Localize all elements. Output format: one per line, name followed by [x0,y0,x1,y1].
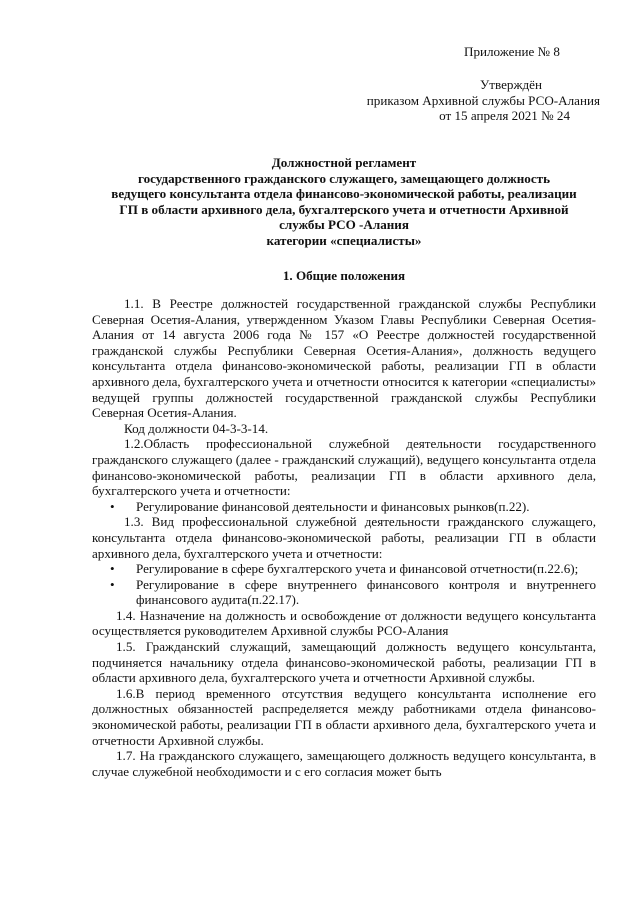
title-line: ГП в области архивного дела, бухгалтерского учета и отчетности Архивной [119,201,569,217]
approval-date: от 15 апреля 2021 № 24 [439,108,570,124]
bullet-list [92,561,596,608]
paragraph-1-2: 1.2.Область профессиональной служебной деятельности государственного гражданского служащего (далее - гражданский служащий), ведущего консультанта отдела финансово-экономической работы, реализации ГП в области архивного дела, бухгалтерского учета и отчетности: [92,436,596,499]
approval-block [330,77,600,124]
paragraph-1-3: 1.3. Вид профессиональной служебной деятельности гражданского служащего, консультанта отдела финансово-экономической работы, реализации ГП в области архивного дела, бухгалтерского учета и отчетности: [92,514,596,561]
paragraph-1-4: 1.4. Назначение на должность и освобождение от должности ведущего консультанта осуществляется руководителем Архивной службы РСО-Алания [92,607,596,639]
title-line: государственного гражданского служащего, замещающего должность [137,170,551,186]
approval-order: приказом Архивной службы РСО-Алания [366,92,600,108]
section-heading: 1. Общие положения [282,268,406,283]
title-line: службы РСО -Алания [279,217,409,233]
list-item: • Регулирование в сфере бухгалтерского учета и финансовой отчетности(п.22.6); [136,561,596,577]
paragraph-1-6: 1.6.В период временного отсутствия ведущего консультанта исполнение его должностных обязанностей распределяется между работниками отдела финансово-экономической работы, реализации ГП в области архивного дела, бухгалтерского учета и отчетности Архивной службы. [92,685,596,748]
position-code: Код должности 04-3-3-14. [124,420,269,436]
document-body [92,296,596,779]
title-line: Должностной регламент [271,155,417,170]
document-title [92,155,596,249]
paragraph-1-5: 1.5. Гражданский служащий, замещающий должность ведущего консультанта, подчиняется начальнику отдела финансово-экономической работы, реализации ГП в области архивного дела, бухгалтерского учета и отчетности Архивной службы. [92,639,596,686]
list-item: • Регулирование в сфере внутреннего финансового контроля и внутреннего финансового аудита(п.22.17). [136,577,596,608]
paragraph-1-1: 1.1. В Реестре должностей государственной гражданской службы Республики Северная Осетия-Алания, утвержденном Указом Главы Республики Северная Осетия-Алания от 14 августа 2006 года № 157 «О Реестре должностей государственной гражданской службы Республики Северная Осетия-Алания», должность ведущего консультанта отдела финансово-экономической работы, реализации ГП в области архивного дела, бухгалтерского учета и отчетности относится к категории «специалисты» ведущей группы должностей государственной гражданской службы Республики Северная Осетия-Алания. [92,296,596,421]
annex-number: Приложение № 8 [464,44,560,59]
list-item: • Регулирование финансовой деятельности и финансовых рынков(п.22). [136,499,596,515]
title-line: категории «специалисты» [266,232,422,248]
bullet-list [92,499,596,515]
paragraph-1-7: 1.7. На гражданского служащего, замещающего должность ведущего консультанта, в случае служебной необходимости и с его согласия может быть [92,748,596,779]
title-line: ведущего консультанта отдела финансово-экономической работы, реализации [111,186,577,202]
approved-label: Утверждён [480,77,542,92]
